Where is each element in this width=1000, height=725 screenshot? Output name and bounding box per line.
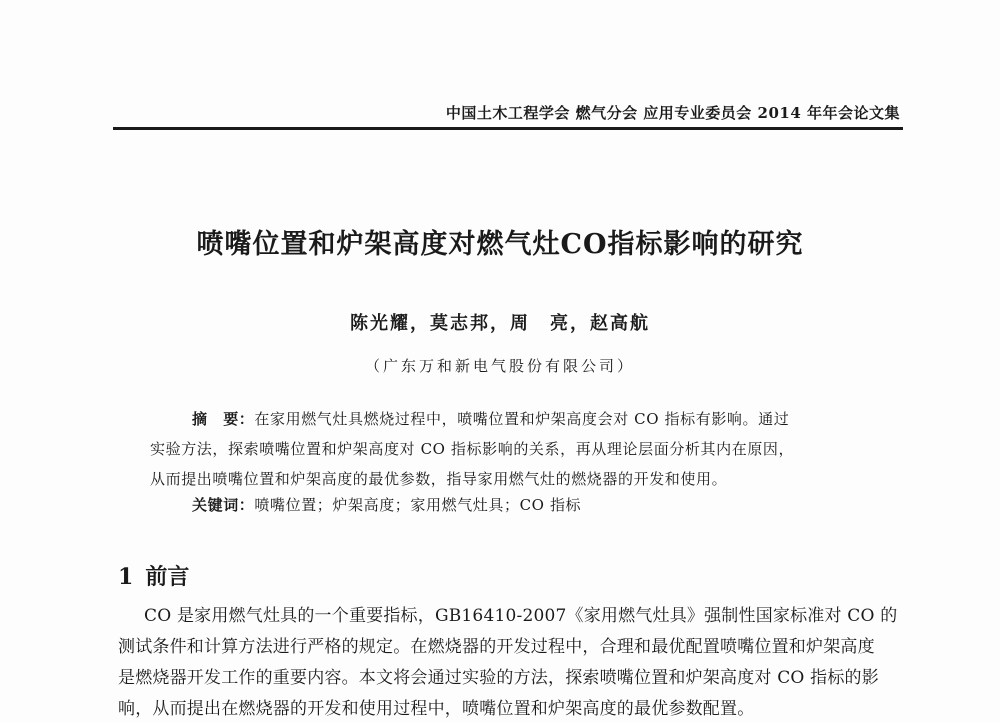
body-line: 响，从而提出在燃烧器的开发和使用过程中，喷嘴位置和炉架高度的最优参数配置。 bbox=[118, 699, 755, 719]
section-body bbox=[118, 601, 918, 725]
abstract-line: 实验方法，探索喷嘴位置和炉架高度对 CO 指标影响的关系，再从理论层面分析其内在原因， bbox=[150, 440, 795, 458]
body-line: CO 是家用燃气灶具的一个重要指标，GB16410-2007《家用燃气灶具》强制性国家标准对 CO 的 bbox=[144, 606, 898, 626]
abstract bbox=[150, 404, 880, 494]
paper-title: 喷嘴位置和炉架高度对燃气灶CO指标影响的研究 bbox=[196, 229, 804, 260]
abstract-label: 摘 要： bbox=[192, 410, 255, 428]
body-line: 测试条件和计算方法进行严格的规定。在燃烧器的开发过程中，合理和最优配置喷嘴位置和炉架高度 bbox=[118, 637, 875, 657]
abstract-line: 从而提出喷嘴位置和炉架高度的最优参数，指导家用燃气灶的燃烧器的开发和使用。 bbox=[150, 470, 728, 488]
running-header: 中国土木工程学会 燃气分会 应用专业委员会 2014 年年会论文集 bbox=[445, 104, 900, 122]
keywords-label: 关键词： bbox=[192, 496, 255, 514]
keywords bbox=[192, 494, 581, 515]
section-title: 前言 bbox=[145, 564, 190, 590]
abstract-line bbox=[150, 404, 880, 434]
header-rule bbox=[113, 127, 903, 130]
body-line: 是燃烧器开发工作的重要内容。本文将会通过实验的方法，探索喷嘴位置和炉架高度对 CO 指标的影 bbox=[118, 668, 879, 688]
section-number: 1 bbox=[118, 564, 134, 590]
section-heading bbox=[118, 560, 189, 591]
author-list: 陈光耀，莫志邦，周 亮，赵高航 bbox=[350, 313, 650, 334]
abstract-text: 在家用燃气灶具燃烧过程中，喷嘴位置和炉架高度会对 CO 指标有影响。通过 bbox=[254, 410, 790, 428]
affiliation: （广东万和新电气股份有限公司） bbox=[364, 357, 635, 375]
keywords-text: 喷嘴位置；炉架高度；家用燃气灶具；CO 指标 bbox=[254, 496, 582, 514]
